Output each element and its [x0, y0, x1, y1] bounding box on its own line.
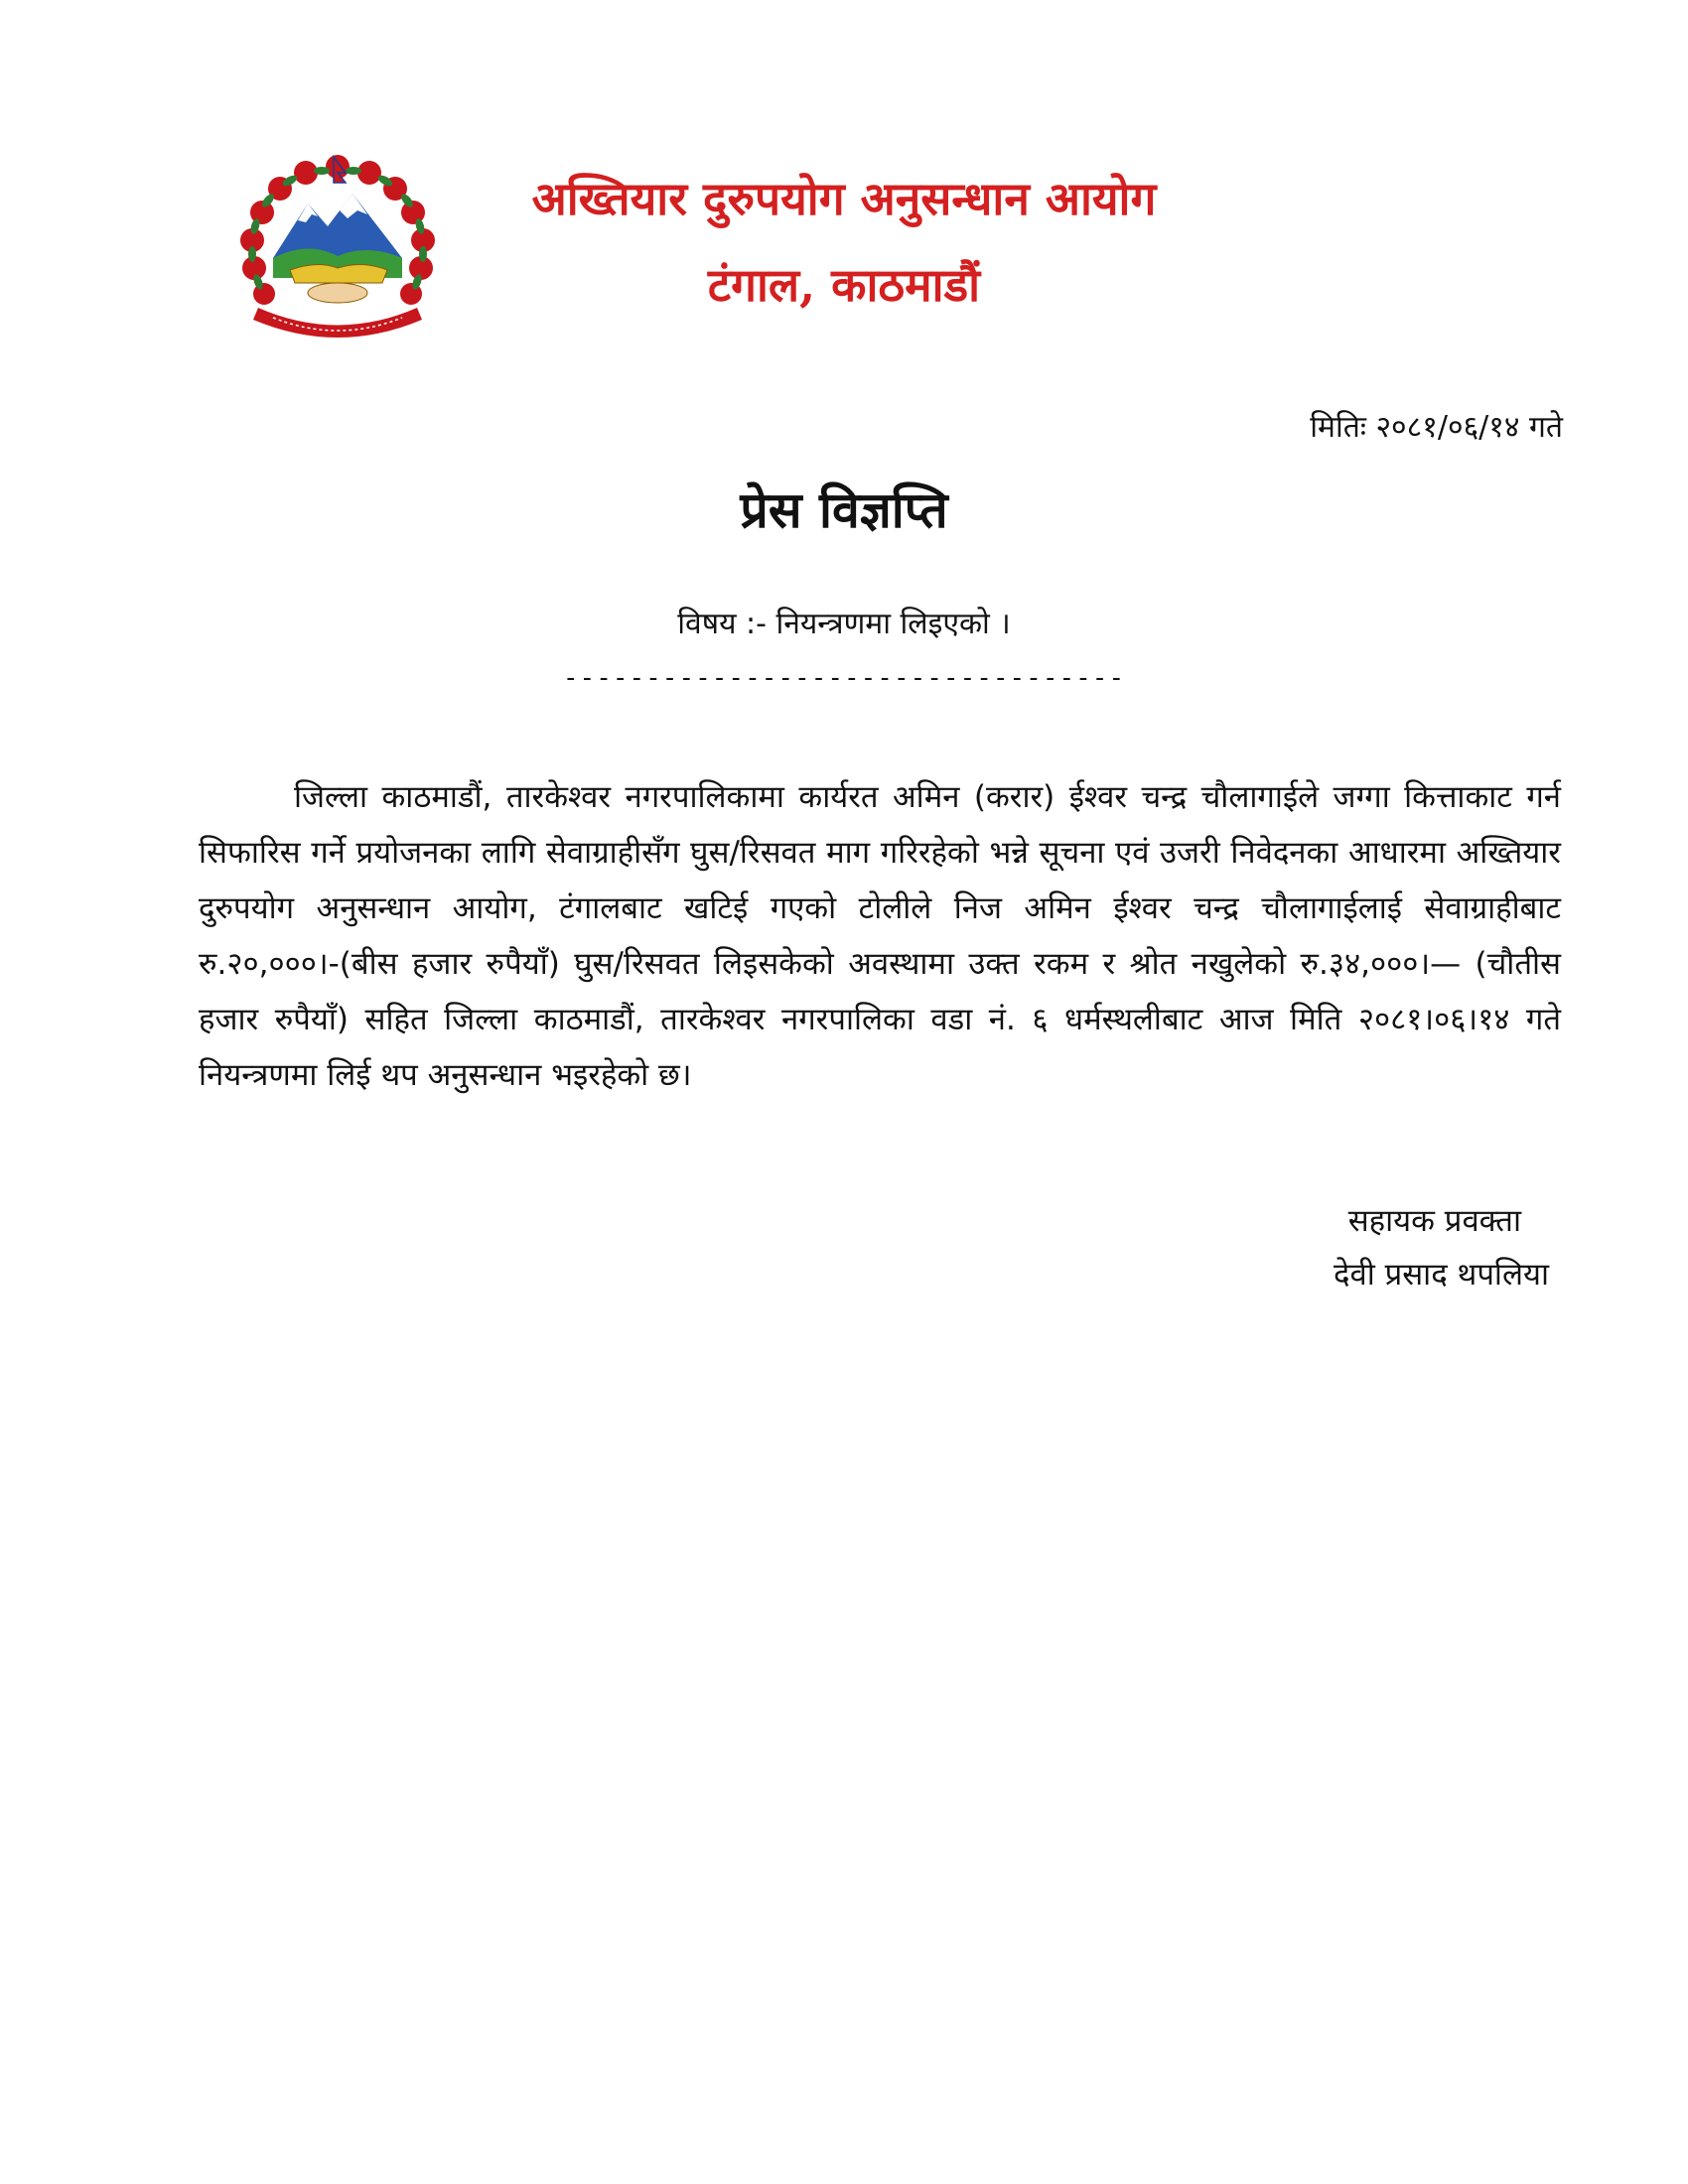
organization-location: टंगाल, काठमाडौं: [707, 258, 981, 312]
date-line: मितिः २०८१/०६/१४ गते: [1310, 410, 1563, 445]
page-title: प्रेस विज्ञप्ति: [740, 480, 948, 539]
organization-name: अख्तियार दुरुपयोग अनुसन्धान आयोग: [531, 172, 1157, 225]
press-release-body: जिल्ला काठमाडौं, तारकेश्वर नगरपालिकामा कार्यरत अमिन (करार) ईश्वर चन्द्र चौलागाईले जग्गा कित्ताकाट गर्न सिफारिस गर्ने प्रयोजनका लागि सेवाग्राहीसँग घुस/रिसवत माग गरिरहेको भन्ने सूचना एवं उजरी निवेदनका आधारमा अख्तियार दुरुपयोग अनुसन्धान आयोग, टंगालबाट खटिई गएको टोलीले निज अमिन ईश्वर चन्द्र चौलागाईलाई सेवाग्राहीबाट रु.२०,०००।-(बीस हजार रुपैयाँ) घुस/रिसवत लिइसकेको अवस्थामा उक्त रकम र श्रोत नखुलेको रु.३४,०००।— (चौतीस हजार रुपैयाँ) सहित जिल्ला काठमाडौं, तारकेश्वर नगरपालिका वडा नं. ६ धर्मस्थलीबाट आज मिति २०८१।०६।१४ गते नियन्त्रणमा लिई थप अनुसन्धान भइरहेको छ।: [199, 779, 1561, 1093]
signatory-name: देवी प्रसाद थपलिया: [1334, 1257, 1549, 1293]
signatory-role: सहायक प्रवक्ता: [1347, 1203, 1521, 1239]
subject-line: विषय :- नियन्त्रणमा लिइएको ।: [677, 607, 1011, 641]
nepal-government-emblem-icon: [228, 149, 447, 347]
subject-divider: ----------------------------------: [562, 663, 1126, 693]
